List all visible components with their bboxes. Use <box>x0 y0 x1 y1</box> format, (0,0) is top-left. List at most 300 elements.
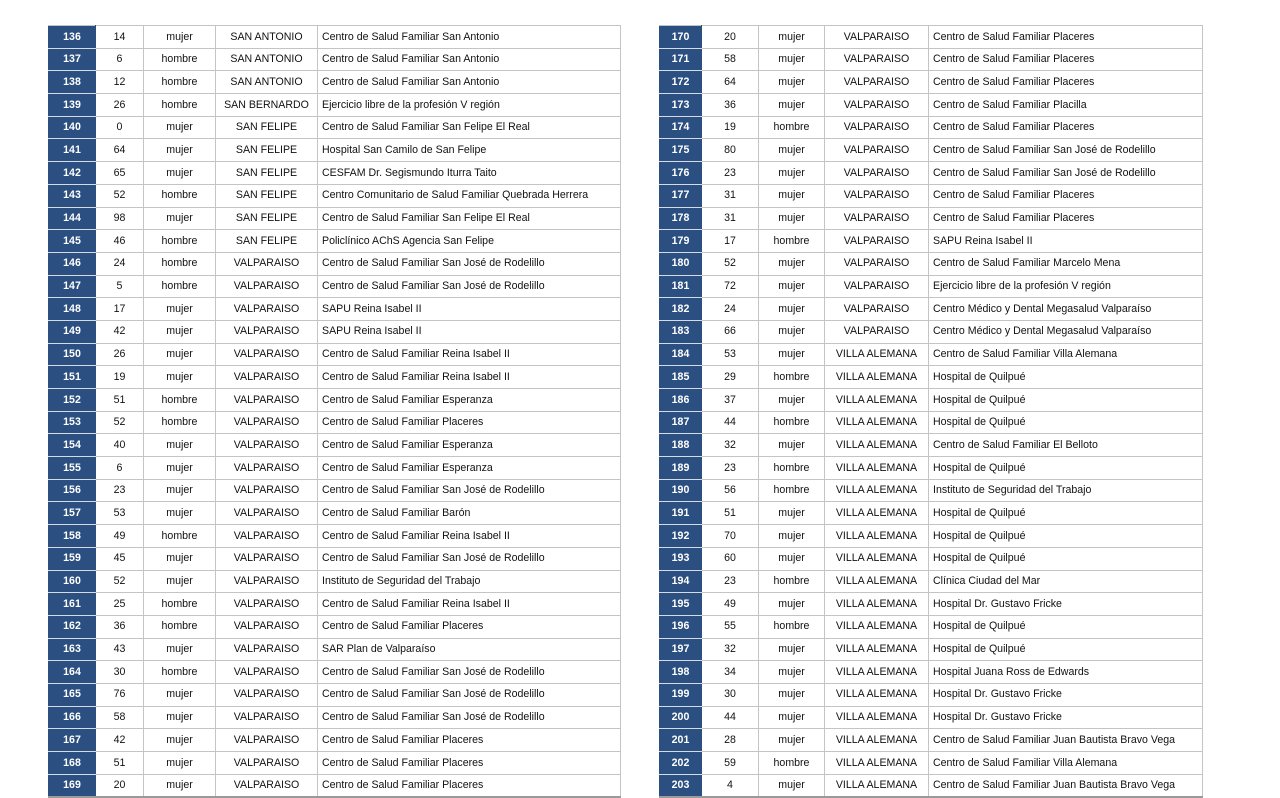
row-index: 179 <box>660 230 702 253</box>
commune-cell: VALPARAISO <box>216 411 318 434</box>
commune-cell: VALPARAISO <box>825 26 929 49</box>
age-cell: 36 <box>96 615 144 638</box>
table-row <box>660 593 1203 616</box>
age-cell: 98 <box>96 207 144 230</box>
row-index: 154 <box>49 434 96 457</box>
institution-cell: Centro de Salud Familiar Placeres <box>929 71 1203 94</box>
institution-cell: Centro de Salud Familiar Esperanza <box>318 434 621 457</box>
table-row <box>49 638 621 661</box>
table-row <box>660 638 1203 661</box>
institution-cell: Centro de Salud Familiar Juan Bautista Bravo Vega <box>929 774 1203 797</box>
age-cell: 34 <box>702 661 759 684</box>
institution-cell: Centro de Salud Familiar San José de Rodelillo <box>318 661 621 684</box>
row-index: 180 <box>660 252 702 275</box>
sex-cell: mujer <box>759 275 825 298</box>
age-cell: 44 <box>702 706 759 729</box>
age-cell: 19 <box>96 366 144 389</box>
sex-cell: mujer <box>144 547 216 570</box>
commune-cell: VILLA ALEMANA <box>825 729 929 752</box>
age-cell: 19 <box>702 116 759 139</box>
sex-cell: mujer <box>759 593 825 616</box>
institution-cell: Hospital de Quilpué <box>929 457 1203 480</box>
commune-cell: VALPARAISO <box>216 298 318 321</box>
row-index: 165 <box>49 683 96 706</box>
table-row <box>49 752 621 775</box>
table-row <box>49 298 621 321</box>
institution-cell: Centro de Salud Familiar San José de Rodelillo <box>318 479 621 502</box>
institution-cell: Hospital de Quilpué <box>929 502 1203 525</box>
sex-cell: mujer <box>144 434 216 457</box>
row-index: 176 <box>660 162 702 185</box>
sex-cell: mujer <box>759 184 825 207</box>
age-cell: 64 <box>702 71 759 94</box>
row-index: 184 <box>660 343 702 366</box>
commune-cell: VILLA ALEMANA <box>825 389 929 412</box>
table-row <box>49 774 621 797</box>
institution-cell: Centro de Salud Familiar San José de Rodelillo <box>318 547 621 570</box>
commune-cell: VALPARAISO <box>825 320 929 343</box>
commune-cell: SAN FELIPE <box>216 230 318 253</box>
age-cell: 17 <box>702 230 759 253</box>
institution-cell: Hospital San Camilo de San Felipe <box>318 139 621 162</box>
institution-cell: Hospital de Quilpué <box>929 389 1203 412</box>
row-index: 137 <box>49 48 96 71</box>
age-cell: 31 <box>702 184 759 207</box>
table-row <box>49 479 621 502</box>
sex-cell: mujer <box>144 457 216 480</box>
commune-cell: VILLA ALEMANA <box>825 525 929 548</box>
commune-cell: VALPARAISO <box>216 615 318 638</box>
row-index: 182 <box>660 298 702 321</box>
table-row <box>49 184 621 207</box>
sex-cell: mujer <box>759 502 825 525</box>
age-cell: 0 <box>96 116 144 139</box>
sex-cell: mujer <box>759 71 825 94</box>
row-index: 175 <box>660 139 702 162</box>
commune-cell: VALPARAISO <box>825 71 929 94</box>
sex-cell: mujer <box>759 207 825 230</box>
sex-cell: mujer <box>759 162 825 185</box>
commune-cell: VALPARAISO <box>216 683 318 706</box>
table-row <box>660 502 1203 525</box>
age-cell: 25 <box>96 593 144 616</box>
sex-cell: mujer <box>144 638 216 661</box>
institution-cell: Centro de Salud Familiar San José de Rodelillo <box>929 139 1203 162</box>
commune-cell: VALPARAISO <box>825 48 929 71</box>
table-row <box>49 207 621 230</box>
sex-cell: mujer <box>759 389 825 412</box>
age-cell: 29 <box>702 366 759 389</box>
age-cell: 59 <box>702 752 759 775</box>
table-row <box>660 706 1203 729</box>
age-cell: 76 <box>96 683 144 706</box>
age-cell: 14 <box>96 26 144 49</box>
age-cell: 30 <box>702 683 759 706</box>
table-row <box>49 683 621 706</box>
table-row <box>49 502 621 525</box>
age-cell: 28 <box>702 729 759 752</box>
sex-cell: mujer <box>759 343 825 366</box>
commune-cell: VALPARAISO <box>216 434 318 457</box>
age-cell: 37 <box>702 389 759 412</box>
commune-cell: VALPARAISO <box>216 706 318 729</box>
row-index: 188 <box>660 434 702 457</box>
institution-cell: Centro de Salud Familiar Placeres <box>318 615 621 638</box>
institution-cell: Centro de Salud Familiar Villa Alemana <box>929 343 1203 366</box>
sex-cell: hombre <box>759 457 825 480</box>
age-cell: 26 <box>96 343 144 366</box>
row-index: 146 <box>49 252 96 275</box>
sex-cell: mujer <box>759 94 825 117</box>
table-row <box>660 94 1203 117</box>
age-cell: 12 <box>96 71 144 94</box>
institution-cell: SAPU Reina Isabel II <box>318 298 621 321</box>
commune-cell: VALPARAISO <box>216 252 318 275</box>
commune-cell: VILLA ALEMANA <box>825 547 929 570</box>
row-index: 170 <box>660 26 702 49</box>
institution-cell: Centro Médico y Dental Megasalud Valparaíso <box>929 320 1203 343</box>
table-row <box>660 683 1203 706</box>
commune-cell: VALPARAISO <box>825 94 929 117</box>
row-index: 142 <box>49 162 96 185</box>
sex-cell: mujer <box>759 683 825 706</box>
sex-cell: mujer <box>144 139 216 162</box>
institution-cell: Centro de Salud Familiar Placeres <box>318 729 621 752</box>
commune-cell: SAN FELIPE <box>216 139 318 162</box>
age-cell: 70 <box>702 525 759 548</box>
sex-cell: hombre <box>144 252 216 275</box>
table-row <box>660 547 1203 570</box>
institution-cell: SAPU Reina Isabel II <box>318 320 621 343</box>
row-index: 166 <box>49 706 96 729</box>
row-index: 152 <box>49 389 96 412</box>
sex-cell: mujer <box>759 139 825 162</box>
age-cell: 5 <box>96 275 144 298</box>
row-index: 194 <box>660 570 702 593</box>
commune-cell: VALPARAISO <box>216 570 318 593</box>
sex-cell: mujer <box>759 547 825 570</box>
table-row <box>49 252 621 275</box>
table-row <box>49 320 621 343</box>
sex-cell: mujer <box>144 366 216 389</box>
sex-cell: mujer <box>144 26 216 49</box>
row-index: 148 <box>49 298 96 321</box>
institution-cell: Centro de Salud Familiar El Belloto <box>929 434 1203 457</box>
row-index: 199 <box>660 683 702 706</box>
sex-cell: mujer <box>759 252 825 275</box>
commune-cell: VILLA ALEMANA <box>825 457 929 480</box>
age-cell: 26 <box>96 94 144 117</box>
row-index: 160 <box>49 570 96 593</box>
institution-cell: Centro Comunitario de Salud Familiar Quebrada Herrera <box>318 184 621 207</box>
table-row <box>660 366 1203 389</box>
table-row <box>660 139 1203 162</box>
sex-cell: mujer <box>759 26 825 49</box>
commune-cell: VALPARAISO <box>216 457 318 480</box>
age-cell: 23 <box>702 457 759 480</box>
age-cell: 45 <box>96 547 144 570</box>
institution-cell: Centro de Salud Familiar Villa Alemana <box>929 752 1203 775</box>
age-cell: 23 <box>702 570 759 593</box>
institution-cell: Centro de Salud Familiar Juan Bautista Bravo Vega <box>929 729 1203 752</box>
institution-cell: Hospital Dr. Gustavo Fricke <box>929 593 1203 616</box>
commune-cell: VALPARAISO <box>216 320 318 343</box>
institution-cell: Hospital de Quilpué <box>929 547 1203 570</box>
institution-cell: Centro de Salud Familiar Esperanza <box>318 389 621 412</box>
age-cell: 36 <box>702 94 759 117</box>
age-cell: 49 <box>702 593 759 616</box>
sex-cell: mujer <box>144 570 216 593</box>
sex-cell: mujer <box>144 320 216 343</box>
commune-cell: VILLA ALEMANA <box>825 434 929 457</box>
sex-cell: hombre <box>144 275 216 298</box>
commune-cell: VALPARAISO <box>216 479 318 502</box>
age-cell: 44 <box>702 411 759 434</box>
institution-cell: Hospital de Quilpué <box>929 525 1203 548</box>
row-index: 190 <box>660 479 702 502</box>
institution-cell: Hospital de Quilpué <box>929 366 1203 389</box>
sex-cell: mujer <box>759 729 825 752</box>
institution-cell: Centro de Salud Familiar Placeres <box>929 48 1203 71</box>
sex-cell: mujer <box>144 343 216 366</box>
institution-cell: Centro de Salud Familiar Placeres <box>929 116 1203 139</box>
table-row <box>660 729 1203 752</box>
institution-cell: Centro de Salud Familiar Placeres <box>318 774 621 797</box>
age-cell: 42 <box>96 320 144 343</box>
age-cell: 80 <box>702 139 759 162</box>
sex-cell: hombre <box>144 661 216 684</box>
table-row <box>49 26 621 49</box>
age-cell: 43 <box>96 638 144 661</box>
sex-cell: hombre <box>144 525 216 548</box>
row-index: 185 <box>660 366 702 389</box>
row-index: 187 <box>660 411 702 434</box>
commune-cell: VILLA ALEMANA <box>825 366 929 389</box>
row-index: 143 <box>49 184 96 207</box>
age-cell: 72 <box>702 275 759 298</box>
table-row <box>660 252 1203 275</box>
commune-cell: VALPARAISO <box>216 502 318 525</box>
row-index: 186 <box>660 389 702 412</box>
table-row <box>49 729 621 752</box>
institution-cell: Centro de Salud Familiar San José de Rodelillo <box>318 252 621 275</box>
age-cell: 64 <box>96 139 144 162</box>
institution-cell: Centro de Salud Familiar Placilla <box>929 94 1203 117</box>
table-row <box>49 71 621 94</box>
institution-cell: Centro de Salud Familiar Esperanza <box>318 457 621 480</box>
age-cell: 42 <box>96 729 144 752</box>
age-cell: 51 <box>96 389 144 412</box>
institution-cell: Centro de Salud Familiar Reina Isabel II <box>318 343 621 366</box>
age-cell: 51 <box>96 752 144 775</box>
sex-cell: mujer <box>144 479 216 502</box>
table-row <box>660 26 1203 49</box>
institution-cell: Instituto de Seguridad del Trabajo <box>929 479 1203 502</box>
table-row <box>660 207 1203 230</box>
table-row <box>660 184 1203 207</box>
institution-cell: CESFAM Dr. Segismundo Iturra Taito <box>318 162 621 185</box>
sex-cell: hombre <box>144 184 216 207</box>
institution-cell: Hospital Dr. Gustavo Fricke <box>929 683 1203 706</box>
age-cell: 52 <box>702 252 759 275</box>
row-index: 150 <box>49 343 96 366</box>
row-index: 189 <box>660 457 702 480</box>
age-cell: 20 <box>702 26 759 49</box>
commune-cell: VILLA ALEMANA <box>825 615 929 638</box>
institution-cell: Centro de Salud Familiar San Antonio <box>318 26 621 49</box>
table-row <box>660 320 1203 343</box>
institution-cell: Hospital Dr. Gustavo Fricke <box>929 706 1203 729</box>
row-index: 162 <box>49 615 96 638</box>
row-index: 181 <box>660 275 702 298</box>
row-index: 183 <box>660 320 702 343</box>
sex-cell: mujer <box>759 774 825 797</box>
age-cell: 66 <box>702 320 759 343</box>
sex-cell: hombre <box>144 593 216 616</box>
commune-cell: SAN ANTONIO <box>216 26 318 49</box>
age-cell: 24 <box>702 298 759 321</box>
row-index: 195 <box>660 593 702 616</box>
institution-cell: Centro de Salud Familiar San José de Rodelillo <box>318 275 621 298</box>
sex-cell: mujer <box>144 752 216 775</box>
row-index: 139 <box>49 94 96 117</box>
age-cell: 24 <box>96 252 144 275</box>
age-cell: 32 <box>702 434 759 457</box>
institution-cell: Centro Médico y Dental Megasalud Valparaíso <box>929 298 1203 321</box>
table-row <box>49 706 621 729</box>
age-cell: 20 <box>96 774 144 797</box>
age-cell: 30 <box>96 661 144 684</box>
sex-cell: hombre <box>144 94 216 117</box>
table-row <box>49 230 621 253</box>
row-index: 153 <box>49 411 96 434</box>
sex-cell: hombre <box>759 116 825 139</box>
commune-cell: VALPARAISO <box>825 116 929 139</box>
sex-cell: mujer <box>759 434 825 457</box>
sex-cell: hombre <box>144 615 216 638</box>
sex-cell: mujer <box>144 162 216 185</box>
row-index: 178 <box>660 207 702 230</box>
sex-cell: mujer <box>759 298 825 321</box>
row-index: 169 <box>49 774 96 797</box>
institution-cell: Centro de Salud Familiar Reina Isabel II <box>318 525 621 548</box>
table-row <box>49 593 621 616</box>
institution-cell: Centro de Salud Familiar Placeres <box>318 752 621 775</box>
sex-cell: mujer <box>144 774 216 797</box>
institution-cell: Ejercicio libre de la profesión V región <box>929 275 1203 298</box>
records-table-right <box>659 25 1203 798</box>
table-row <box>49 139 621 162</box>
row-index: 192 <box>660 525 702 548</box>
commune-cell: VALPARAISO <box>216 638 318 661</box>
sex-cell: hombre <box>759 230 825 253</box>
age-cell: 23 <box>702 162 759 185</box>
sex-cell: hombre <box>144 230 216 253</box>
age-cell: 53 <box>702 343 759 366</box>
commune-cell: VALPARAISO <box>216 343 318 366</box>
row-index: 136 <box>49 26 96 49</box>
commune-cell: VILLA ALEMANA <box>825 683 929 706</box>
row-index: 147 <box>49 275 96 298</box>
sex-cell: hombre <box>759 366 825 389</box>
sex-cell: mujer <box>759 48 825 71</box>
table-row <box>660 752 1203 775</box>
commune-cell: VILLA ALEMANA <box>825 502 929 525</box>
commune-cell: VILLA ALEMANA <box>825 774 929 797</box>
commune-cell: VALPARAISO <box>825 230 929 253</box>
age-cell: 46 <box>96 230 144 253</box>
table-row <box>49 434 621 457</box>
age-cell: 6 <box>96 48 144 71</box>
commune-cell: VALPARAISO <box>825 162 929 185</box>
row-index: 191 <box>660 502 702 525</box>
institution-cell: Policlínico AChS Agencia San Felipe <box>318 230 621 253</box>
institution-cell: Ejercicio libre de la profesión V región <box>318 94 621 117</box>
table-row <box>49 343 621 366</box>
commune-cell: VALPARAISO <box>216 774 318 797</box>
sex-cell: mujer <box>144 729 216 752</box>
commune-cell: SAN ANTONIO <box>216 71 318 94</box>
row-index: 193 <box>660 547 702 570</box>
row-index: 203 <box>660 774 702 797</box>
row-index: 171 <box>660 48 702 71</box>
age-cell: 52 <box>96 570 144 593</box>
institution-cell: Centro de Salud Familiar Placeres <box>929 26 1203 49</box>
commune-cell: VALPARAISO <box>216 661 318 684</box>
table-row <box>49 275 621 298</box>
sex-cell: mujer <box>759 525 825 548</box>
commune-cell: VILLA ALEMANA <box>825 570 929 593</box>
table-row <box>49 389 621 412</box>
age-cell: 23 <box>96 479 144 502</box>
sex-cell: hombre <box>144 389 216 412</box>
age-cell: 55 <box>702 615 759 638</box>
commune-cell: VALPARAISO <box>216 525 318 548</box>
institution-cell: Hospital de Quilpué <box>929 615 1203 638</box>
row-index: 138 <box>49 71 96 94</box>
table-row <box>49 525 621 548</box>
table-row <box>660 48 1203 71</box>
row-index: 174 <box>660 116 702 139</box>
commune-cell: VILLA ALEMANA <box>825 638 929 661</box>
sex-cell: mujer <box>759 661 825 684</box>
sex-cell: mujer <box>759 706 825 729</box>
row-index: 157 <box>49 502 96 525</box>
commune-cell: VALPARAISO <box>216 593 318 616</box>
age-cell: 17 <box>96 298 144 321</box>
commune-cell: SAN ANTONIO <box>216 48 318 71</box>
commune-cell: VILLA ALEMANA <box>825 343 929 366</box>
age-cell: 58 <box>702 48 759 71</box>
table-row <box>660 343 1203 366</box>
commune-cell: SAN FELIPE <box>216 184 318 207</box>
institution-cell: Centro de Salud Familiar San Felipe El Real <box>318 207 621 230</box>
sex-cell: hombre <box>759 411 825 434</box>
row-index: 177 <box>660 184 702 207</box>
table-row <box>660 615 1203 638</box>
age-cell: 49 <box>96 525 144 548</box>
age-cell: 6 <box>96 457 144 480</box>
age-cell: 4 <box>702 774 759 797</box>
table-row <box>660 411 1203 434</box>
sex-cell: hombre <box>144 411 216 434</box>
table-row <box>660 389 1203 412</box>
row-index: 202 <box>660 752 702 775</box>
age-cell: 51 <box>702 502 759 525</box>
commune-cell: VILLA ALEMANA <box>825 706 929 729</box>
table-row <box>49 48 621 71</box>
commune-cell: VALPARAISO <box>825 139 929 162</box>
